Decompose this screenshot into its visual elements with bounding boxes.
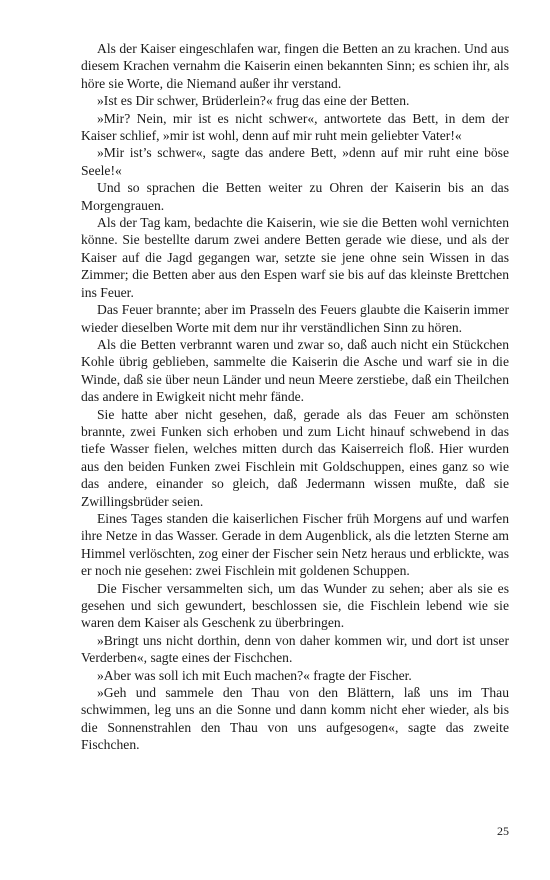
paragraph: »Geh und sammele den Thau von den Blättern, laß uns im Thau schwimmen, leg uns an die Sonne und dann komm nicht eher wieder, als bis die Sonnenstrahlen den Thau von uns aufgesogen«, sagte das zweite Fischchen. (81, 685, 509, 753)
paragraph: »Bringt uns nicht dorthin, denn von daher kommen wir, und dort ist unser Verderben«, sagte eines der Fischchen. (81, 632, 509, 666)
paragraph: Das Feuer brannte; aber im Prasseln des Feuers glaubte die Kaiserin immer wieder dieselben Worte mit dem nur ihr verständlichen Sinn zu hören. (81, 302, 509, 335)
paragraph: Und so sprachen die Betten weiter zu Ohren der Kaiserin bis an das Morgengrauen. (81, 180, 509, 213)
paragraph: »Mir ist’s schwer«, sagte das andere Bett, »denn auf mir ruht eine böse Seele!« (81, 145, 509, 178)
paragraph: »Mir? Nein, mir ist es nicht schwer«, antwortete das Bett, in dem der Kaiser schlief, »mir ist wohl, denn auf mir ruht mein geliebter Vater!« (81, 110, 509, 144)
paragraph: Eines Tages standen die kaiserlichen Fischer früh Morgens auf und warfen ihre Netze in das Wasser. Gerade in dem Augenblick, als die letzten Sterne am Himmel verlöschten, zog einer der Fischer sein Netz heraus und erblickte, was er noch nie gesehen: zwei Fischlein mit goldenen Schuppen. (81, 510, 509, 579)
paragraph: Als der Tag kam, bedachte die Kaiserin, wie sie die Betten wohl vernichten könne. Sie bestellte darum zwei andere Betten gerade wie diese, und als der Kaiser auf die Jagd gegangen war, setzte sie jene ohne sein Wissen in das Zimmer; die Betten aber aus den Espen warf sie bis auf das kleinste Brettchen ins Feuer. (81, 215, 509, 300)
paragraph: Sie hatte aber nicht gesehen, daß, gerade als das Feuer am schönsten brannte, zwei Funken sich erhoben und zum Licht hinauf schwebend in das tiefe Wasser fielen, welches mitten durch das Kaiserreich floß. Hier wurden aus den beiden Funken zwei Fischlein mit Goldschuppen, eines ganz so wie das andere, einander so gleich, daß Jedermann wissen mußte, daß sie Zwillingsbrüder seien. (81, 406, 509, 509)
page-body-text (81, 40, 509, 754)
paragraph: »Aber was soll ich mit Euch machen?« fragte der Fischer. (97, 667, 412, 683)
paragraph: »Ist es Dir schwer, Brüderlein?« frug das eine der Betten. (97, 93, 410, 109)
page-number: 25 (497, 824, 509, 838)
paragraph: Als die Betten verbrannt waren und zwar so, daß auch nicht ein Stückchen Kohle übrig geblieben, sammelte die Kaiserin die Asche und warf sie in die Winde, daß sie über neun Länder und neun Meere zerstiebe, daß ein Theilchen das andere in Ewigkeit nicht mehr fände. (81, 336, 509, 405)
paragraph: Als der Kaiser eingeschlafen war, fingen die Betten an zu krachen. Und aus diesem Krachen vernahm die Kaiserin einen bekannten Sinn; es schien ihr, als höre sie Worte, die Niemand außer ihr verstand. (81, 41, 509, 91)
paragraph: Die Fischer versammelten sich, um das Wunder zu sehen; aber als sie es gesehen und sich gewundert, beschlossen sie, die Fischlein lebend wie sie waren dem Kaiser als Geschenk zu überbringen. (81, 580, 509, 631)
